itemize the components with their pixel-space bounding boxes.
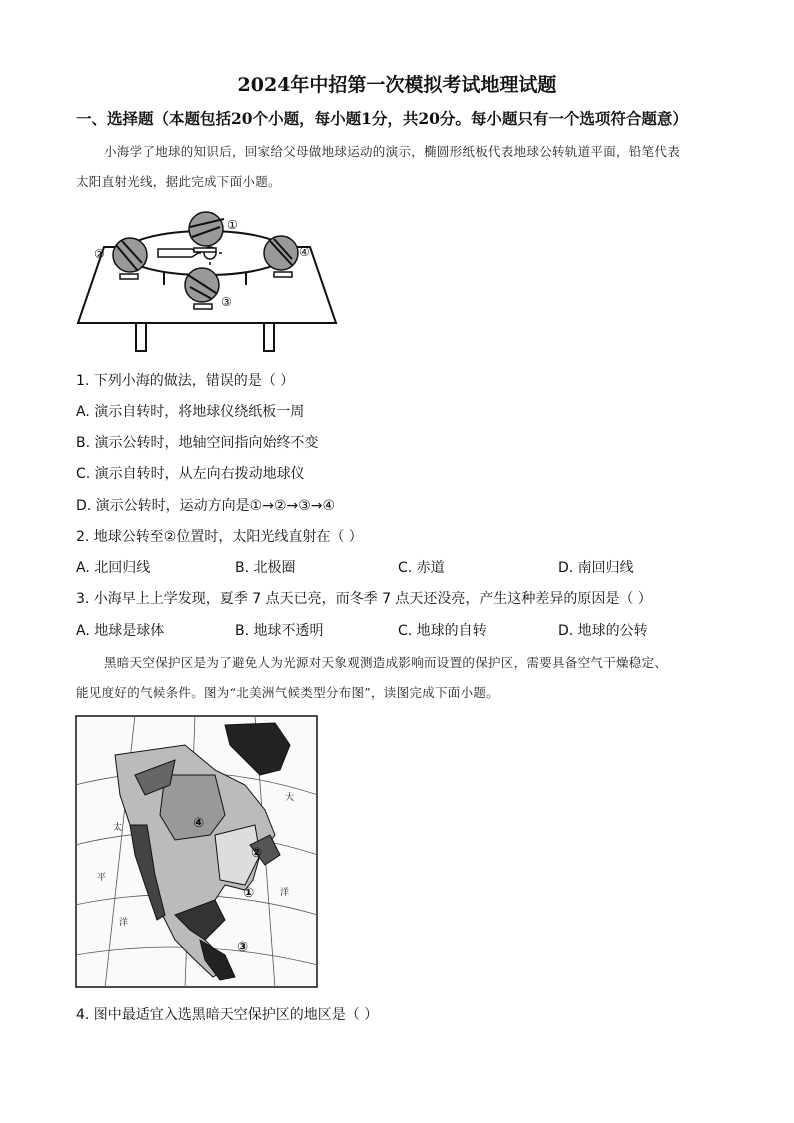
- earth-orbit-demo-figure: [74, 205, 340, 355]
- question-2-option-b[interactable]: B. 北极圈: [235, 560, 296, 576]
- question-1-option-d[interactable]: D. 演示公转时，运动方向是①→②→③→④: [76, 498, 336, 514]
- orbit-position-2-label: ②: [94, 247, 105, 261]
- map-region-3-label: ③: [237, 940, 249, 955]
- intro-paragraph-2-line-2: 能见度好的气候条件。图为“北美洲气候类型分布图”，读图完成下面小题。: [76, 685, 499, 700]
- intro-paragraph-2-line-1: 黑暗天空保护区是为了避免人为光源对天象观测造成影响而设置的保护区，需要具备空气干燥稳定、: [104, 655, 668, 670]
- page-title: 2024年中招第一次模拟考试地理试题: [237, 74, 557, 96]
- question-3-option-b[interactable]: B. 地球不透明: [235, 623, 324, 639]
- question-1-stem: 1. 下列小海的做法，错误的是（ ）: [76, 373, 295, 389]
- question-3-option-a[interactable]: A. 地球是球体: [76, 623, 165, 639]
- pacific-ocean-char-3: 洋: [119, 918, 129, 928]
- map-region-2-label: ②: [251, 846, 263, 861]
- question-2-option-d[interactable]: D. 南回归线: [558, 560, 634, 576]
- question-3-option-c[interactable]: C. 地球的自转: [398, 623, 487, 639]
- intro-paragraph-1-line-2: 太阳直射光线，据此完成下面小题。: [76, 174, 281, 189]
- section-heading: 一、选择题（本题包括20个小题，每小题1分，共20分。每小题只有一个选项符合题意）: [76, 109, 688, 128]
- question-2-stem: 2. 地球公转至②位置时，太阳光线直射在（ ）: [76, 529, 363, 545]
- atlantic-ocean-char-2: 洋: [280, 888, 290, 898]
- question-1-option-b[interactable]: B. 演示公转时，地轴空间指向始终不变: [76, 435, 319, 451]
- question-3-stem: 3. 小海早上上学发现，夏季 7 点天已亮，而冬季 7 点天还没亮，产生这种差异的原因是（ ）: [76, 591, 652, 607]
- orbit-position-1-label: ①: [227, 218, 238, 232]
- question-2-option-c[interactable]: C. 赤道: [398, 560, 445, 576]
- question-3-option-d[interactable]: D. 地球的公转: [558, 623, 648, 639]
- orbit-position-4-label: ④: [299, 245, 310, 259]
- orbit-position-3-label: ③: [221, 295, 232, 309]
- map-region-4-label: ④: [193, 816, 205, 831]
- question-1-option-c[interactable]: C. 演示自转时，从左向右拨动地球仪: [76, 466, 305, 482]
- north-america-climate-map: [75, 715, 318, 988]
- question-4-stem: 4. 图中最适宜入选黑暗天空保护区的地区是（ ）: [76, 1007, 379, 1023]
- atlantic-ocean-char-1: 大: [285, 793, 295, 803]
- pacific-ocean-char-1: 太: [113, 823, 123, 833]
- intro-paragraph-1-line-1: 小海学了地球的知识后，回家给父母做地球运动的演示，椭圆形纸板代表地球公转轨道平面，铅笔代表: [104, 144, 681, 159]
- question-2-option-a[interactable]: A. 北回归线: [76, 560, 151, 576]
- pacific-ocean-char-2: 平: [97, 873, 107, 883]
- question-1-option-a[interactable]: A. 演示自转时，将地球仪绕纸板一周: [76, 404, 305, 420]
- map-region-1-label: ①: [243, 886, 255, 901]
